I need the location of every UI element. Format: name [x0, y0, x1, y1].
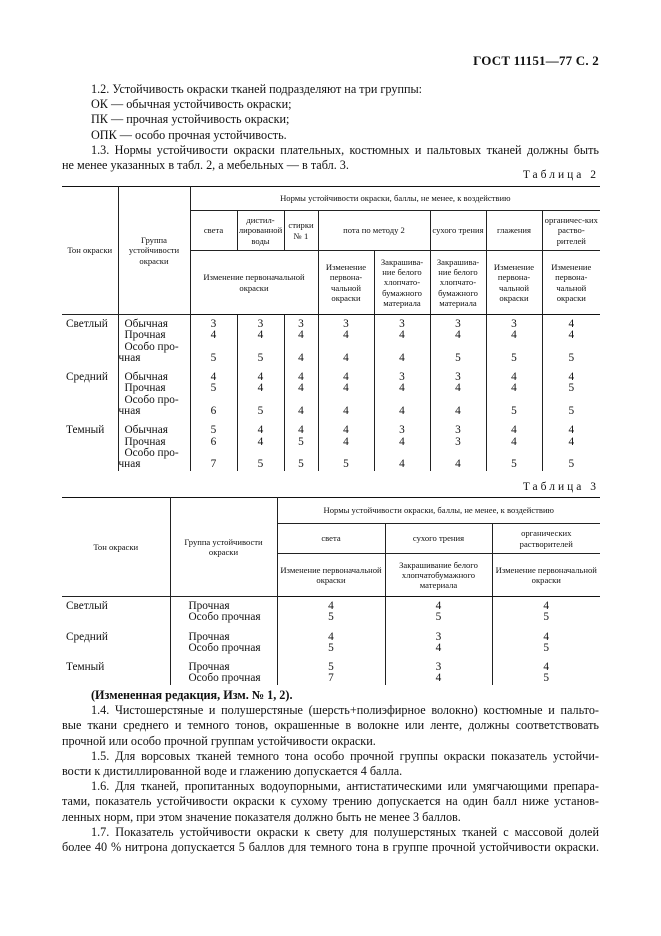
value-cell: 5	[486, 342, 542, 365]
tone-cell	[62, 395, 118, 418]
th3-dry-rub: сухого трения	[385, 524, 492, 554]
tone-cell: Темный	[66, 424, 105, 437]
value-cell: 5	[486, 448, 542, 471]
text-line: тами, показатель устойчивости окраски к сухому трению допускается на один балл ниже установ-	[62, 794, 599, 809]
text-line: вые ткани среднего и темного тонов, окрашенные в волокне или ленте, должны соответствовать	[62, 718, 599, 733]
text-line: прочной или особо прочной группам устойчивости окраски.	[62, 733, 376, 748]
th3-sub-change-light: Изменение первоначальной окраски	[277, 554, 385, 597]
th3-solvents: органических растворителей	[492, 524, 600, 554]
value-cell: 5	[237, 342, 284, 365]
th-change-iron: Изменение первона-чальной окраски	[486, 251, 542, 315]
value-cell: 5	[190, 425, 237, 436]
value-cell: 4	[277, 632, 385, 643]
value-cell: 4	[374, 330, 430, 341]
value-cell: 3	[284, 319, 318, 330]
group-label-line: Особо про-	[124, 446, 179, 459]
value-cell: 4	[374, 383, 430, 394]
value-cell: 4	[492, 662, 600, 673]
value-cell: 4	[284, 383, 318, 394]
tone-cell: Светлый	[66, 318, 108, 330]
value-cell: 4	[237, 372, 284, 383]
value-cell: 4	[542, 372, 600, 383]
th3-light: света	[277, 524, 385, 554]
value-cell: 4	[318, 395, 374, 418]
value-cell: 4	[486, 383, 542, 394]
value-cell: 5	[318, 448, 374, 471]
value-cell: 4	[318, 437, 374, 448]
group-cell: Прочная	[170, 662, 277, 673]
group-label-line: чная	[118, 458, 141, 471]
value-cell: 4	[385, 673, 492, 684]
group-cell	[118, 330, 190, 341]
tone-cell	[62, 383, 118, 394]
value-cell: 3	[190, 319, 237, 330]
tone-cell	[62, 673, 170, 684]
value-cell: 3	[318, 319, 374, 330]
value-cell: 4	[284, 330, 318, 341]
value-cell: 4	[430, 383, 486, 394]
group-label-line: Прочная	[124, 435, 166, 448]
document-code: ГОСТ 11151—77 С. 2	[473, 53, 599, 68]
value-cell: 3	[430, 372, 486, 383]
group-cell: Особо прочная	[170, 612, 277, 623]
value-cell: 4	[385, 643, 492, 654]
value-cell: 5	[492, 673, 600, 684]
value-cell: 3	[385, 632, 492, 643]
text-line: ПК — прочная устойчивость окраски;	[91, 112, 290, 127]
th-light: света	[190, 211, 237, 251]
group-cell: Прочная	[170, 632, 277, 643]
text-line: 1.7. Показатель устойчивости окраски к свету для полушерстяных тканей с массовой долей	[91, 824, 599, 839]
group-label-line: Обычная	[124, 318, 168, 330]
text-line: 1.4. Чистошерстяные и полушерстяные (шерсть+полиэфирное волокно) костюмные и пальто-	[91, 703, 599, 718]
group-cell	[118, 342, 190, 365]
value-cell: 4	[374, 342, 430, 365]
text-line: ленных норм, при этом значение показателя должно быть не менее 3 баллов.	[62, 809, 461, 824]
value-cell: 3	[237, 319, 284, 330]
value-cell: 5	[542, 342, 600, 365]
value-cell: 5	[190, 342, 237, 365]
tone-cell: Средний	[66, 371, 108, 384]
tone-cell	[62, 437, 118, 448]
th-stain-dry: Закрашива-ние белого хлопчато-бумажного материала	[430, 251, 486, 315]
th-dry-rub: сухого трения	[430, 211, 486, 251]
tone-cell	[62, 448, 118, 471]
value-cell: 4	[486, 330, 542, 341]
value-cell: 5	[430, 342, 486, 365]
value-cell: 4	[374, 437, 430, 448]
value-cell: 5	[277, 662, 385, 673]
value-cell: 4	[542, 425, 600, 436]
th-group: Группа устойчивости окраски	[118, 187, 190, 315]
group-label-line: Особо про-	[124, 340, 179, 353]
value-cell: 4	[318, 342, 374, 365]
th-tone: Тон окраски	[62, 187, 118, 315]
value-cell: 4	[237, 425, 284, 436]
value-cell: 3	[374, 425, 430, 436]
value-cell: 3	[374, 319, 430, 330]
group-label-line: Прочная	[124, 329, 166, 342]
table-2-caption: Таблица 2	[522, 169, 599, 181]
text-line: 1.6. Для тканей, пропитанных водоупорными, антистатическими или умягчающими препара-	[91, 779, 599, 794]
tone-cell: Средний	[66, 630, 108, 643]
value-cell: 4	[318, 330, 374, 341]
text-line: 1.5. Для ворсовых тканей темного тона особо прочной группы окраски показатель устойчи-	[91, 748, 599, 763]
value-cell: 4	[318, 372, 374, 383]
th-change-sweat: Изменение первона-чальной окраски	[318, 251, 374, 315]
value-cell: 4	[430, 395, 486, 418]
value-cell: 5	[284, 448, 318, 471]
th-wash: стирки № 1	[284, 211, 318, 251]
th3-group: Группа устойчивости окраски	[170, 498, 277, 597]
value-cell: 4	[284, 372, 318, 383]
th3-norms: Нормы устойчивости окраски, баллы, не менее, к воздействию	[277, 498, 600, 524]
text-line: ОК — обычная устойчивость окраски;	[91, 97, 292, 112]
text-line: 1.3. Нормы устойчивости окраски плательных, костюмных и пальтовых тканей должны быть	[91, 142, 599, 157]
value-cell: 6	[190, 437, 237, 448]
table-row	[62, 425, 600, 436]
text-line: вости к дистиллированной воде и глажению допускается 4 балла.	[62, 764, 403, 779]
table-3	[62, 497, 600, 685]
value-cell: 5	[237, 448, 284, 471]
value-cell: 4	[542, 319, 600, 330]
th-norms: Нормы устойчивости окраски, баллы, не менее, к воздействию	[190, 187, 600, 211]
group-label-line: Обычная	[124, 424, 168, 437]
paragraphs-after-tables	[62, 688, 599, 855]
value-cell: 5	[492, 612, 600, 623]
value-cell: 5	[492, 643, 600, 654]
value-cell: 3	[430, 437, 486, 448]
value-cell: 4	[492, 632, 600, 643]
table-row	[62, 612, 600, 623]
th-sweat: пота по методу 2	[318, 211, 430, 251]
value-cell: 5	[284, 437, 318, 448]
value-cell: 5	[486, 395, 542, 418]
value-cell: 6	[190, 395, 237, 418]
value-cell: 5	[277, 612, 385, 623]
value-cell: 4	[542, 330, 600, 341]
value-cell: 7	[190, 448, 237, 471]
th-solvents: органичес-ких раство-рителей	[542, 211, 600, 251]
th-ironing: глажения	[486, 211, 542, 251]
tone-cell: Светлый	[66, 600, 108, 612]
value-cell: 3	[385, 662, 492, 673]
text-line: не менее указанных в табл. 2, а мебельных — в табл. 3.	[62, 158, 349, 173]
value-cell: 4	[486, 437, 542, 448]
group-cell	[118, 425, 190, 436]
value-cell: 4	[486, 425, 542, 436]
table-row	[62, 643, 600, 654]
th3-sub-change-solvent: Изменение первоначальной окраски	[492, 554, 600, 597]
value-cell: 4	[277, 601, 385, 612]
value-cell: 5	[385, 612, 492, 623]
group-label-line: Обычная	[124, 371, 168, 384]
text-line: ОПК — особо прочная устойчивость.	[91, 127, 287, 142]
value-cell: 4	[284, 425, 318, 436]
tone-cell	[62, 643, 170, 654]
value-cell: 4	[190, 372, 237, 383]
value-cell: 5	[542, 448, 600, 471]
paragraph-1-2	[62, 82, 599, 173]
tone-cell	[62, 330, 118, 341]
value-cell: 4	[237, 437, 284, 448]
th3-sub-stain: Закрашивание белого хлопчатобумажного материала	[385, 554, 492, 597]
group-label-line: чная	[118, 405, 141, 418]
value-cell: 4	[486, 372, 542, 383]
edition-note: (Измененная редакция, Изм. № 1, 2).	[91, 688, 293, 702]
table-row	[62, 448, 600, 471]
group-cell: Особо прочная	[170, 673, 277, 684]
tone-cell: Темный	[66, 661, 105, 674]
value-cell: 4	[318, 383, 374, 394]
th-change-solvent: Изменение первона-чальной окраски	[542, 251, 600, 315]
table-3-caption: Таблица 3	[522, 481, 599, 493]
text-line: более 40 % нитрона допускается 5 баллов для темного тона в группе прочной устойчивости окраски.	[62, 840, 599, 855]
table-row	[62, 395, 600, 418]
table-2	[62, 186, 600, 471]
value-cell: 3	[430, 319, 486, 330]
value-cell: 3	[486, 319, 542, 330]
value-cell: 4	[385, 601, 492, 612]
value-cell: 4	[430, 448, 486, 471]
group-cell: Прочная	[170, 601, 277, 612]
group-cell	[118, 448, 190, 471]
value-cell: 4	[190, 330, 237, 341]
table-row	[62, 330, 600, 341]
th-distilled-water: дистил-лированной воды	[237, 211, 284, 251]
value-cell: 7	[277, 673, 385, 684]
value-cell: 3	[430, 425, 486, 436]
group-cell: Особо прочная	[170, 643, 277, 654]
group-label-line: чная	[118, 351, 141, 364]
text-line: 1.2. Устойчивость окраски тканей подразделяют на три группы:	[91, 82, 423, 96]
value-cell: 4	[284, 342, 318, 365]
th3-tone: Тон окраски	[62, 498, 170, 597]
value-cell: 4	[237, 330, 284, 341]
value-cell: 5	[237, 395, 284, 418]
table-row	[62, 342, 600, 365]
group-cell	[118, 395, 190, 418]
value-cell: 4	[542, 437, 600, 448]
tone-cell	[62, 612, 170, 623]
value-cell: 3	[374, 372, 430, 383]
table-row	[62, 673, 600, 684]
group-label-line: Особо про-	[124, 393, 179, 406]
value-cell: 4	[430, 330, 486, 341]
th-stain-sweat: Закрашива-ние белого хлопчато-бумажного материала	[374, 251, 430, 315]
value-cell: 5	[542, 383, 600, 394]
th-change-initial: Изменение первоначальной окраски	[190, 251, 318, 315]
value-cell: 4	[284, 395, 318, 418]
tone-cell	[62, 342, 118, 365]
value-cell: 4	[374, 448, 430, 471]
value-cell: 5	[277, 643, 385, 654]
value-cell: 4	[237, 383, 284, 394]
value-cell: 4	[492, 601, 600, 612]
group-label-line: Прочная	[124, 382, 166, 395]
value-cell: 5	[542, 395, 600, 418]
value-cell: 4	[318, 425, 374, 436]
value-cell: 4	[374, 395, 430, 418]
value-cell: 5	[190, 383, 237, 394]
